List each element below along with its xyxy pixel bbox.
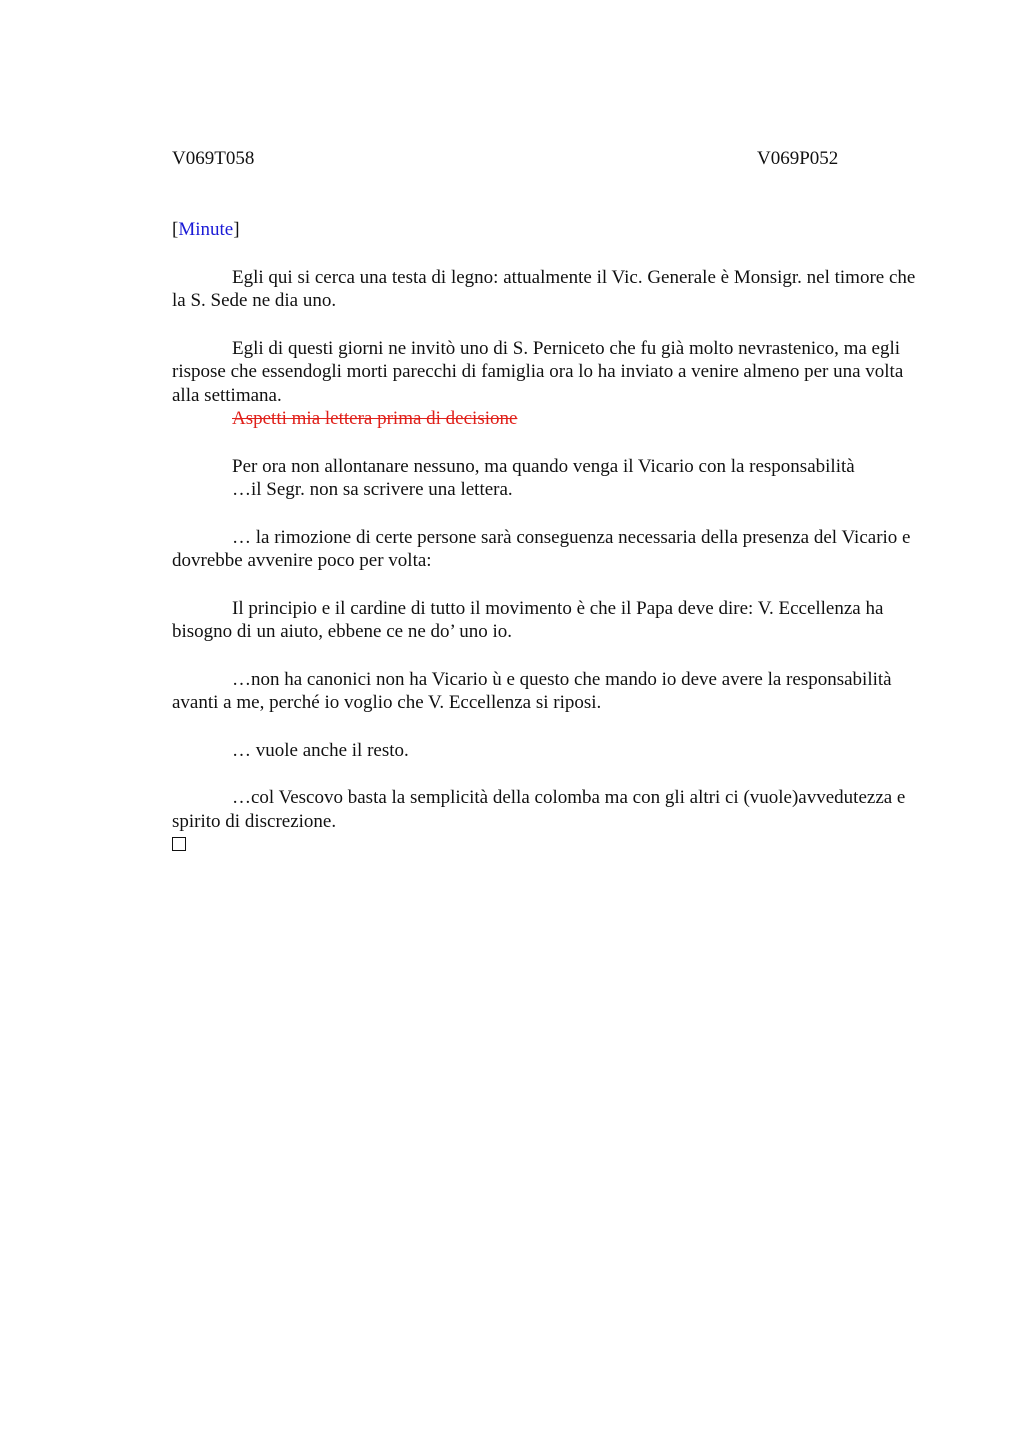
label-close-bracket: ] — [233, 219, 240, 240]
label-word: Minute — [178, 219, 234, 240]
paragraph-8: …col Vescovo basta la semplicità della colomba ma con gli altri ci (vuole)avvedutezza e spirito di discrezione. — [172, 787, 906, 832]
document-body — [172, 218, 932, 851]
struck-through-note: Aspetti mia lettera prima di decisione — [232, 408, 518, 429]
paragraph-3-line-1: Per ora non allontanare nessuno, ma quando venga il Vicario con la responsabilità — [232, 455, 855, 477]
paragraph-5: Il principio e il cardine di tutto il movimento è che il Papa deve dire: V. Eccellenza ha bisogno di un aiuto, ebbene ce ne do’ uno io. — [172, 597, 884, 642]
paragraph-1: Egli qui si cerca una testa di legno: attualmente il Vic. Generale è Monsigr. nel timore che la S. Sede ne dia uno. — [172, 266, 916, 311]
document-code-left: V069T058 — [172, 148, 255, 169]
empty-square-icon — [172, 837, 186, 851]
section-label — [172, 218, 932, 242]
paragraph-3-line-2: …il Segr. non sa scrivere una lettera. — [232, 479, 513, 500]
paragraph-2: Egli di questi giorni ne invitò uno di S. Perniceto che fu già molto nevrastenico, ma egli rispose che essendogli morti parecchi di famiglia ora lo ha inviato a venire almeno per una volta alla settimana. — [172, 337, 904, 406]
label-open-bracket: [ — [172, 219, 179, 240]
paragraph-4: … la rimozione di certe persone sarà conseguenza necessaria della presenza del Vicario e dovrebbe avvenire poco per volta: — [172, 526, 911, 571]
paragraph-6: …non ha canonici non ha Vicario ù e questo che mando io deve avere la responsabilità avanti a me, perché io voglio che V. Eccellenza si riposi. — [172, 668, 892, 713]
paragraph-7: … vuole anche il resto. — [232, 739, 409, 761]
paragraph-3 — [172, 455, 932, 502]
document-code-right: V069P052 — [757, 148, 839, 169]
